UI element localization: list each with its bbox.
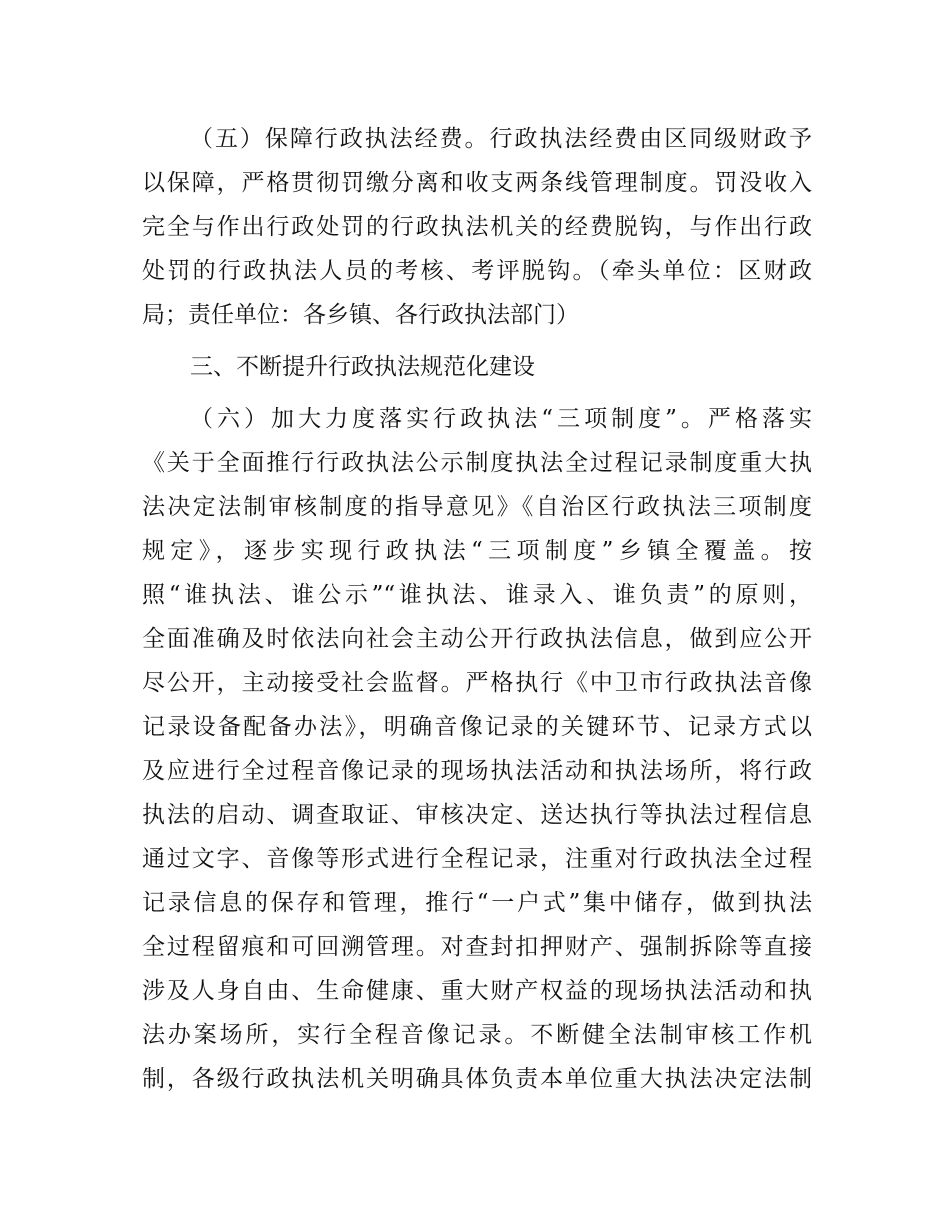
paragraph-6-line-5: 照“谁执法、谁公示”“谁执法、谁录入、谁负责”的原则，	[142, 582, 812, 608]
paragraph-5-line-2: 以保障，严格贯彻罚缴分离和收支两条线管理制度。罚没收入	[142, 170, 812, 196]
paragraph-5-line-3: 完全与作出行政处罚的行政执法机关的经费脱钩，与作出行政	[142, 214, 812, 240]
paragraph-5-line-4: 处罚的行政执法人员的考核、考评脱钩。（牵头单位：区财政	[142, 258, 812, 284]
document-body	[142, 117, 812, 1101]
paragraph-6-line-8: 记录设备配备办法》，明确音像记录的关键环节、记录方式以	[142, 714, 812, 740]
paragraph-6-line-2: 《关于全面推行行政执法公示制度执法全过程记录制度重大执	[142, 450, 812, 476]
paragraph-6-line-11: 通过文字、音像等形式进行全程记录，注重对行政执法全过程	[142, 846, 812, 872]
paragraph-6-line-1: （六）加大力度落实行政执法“三项制度”。严格落实	[190, 406, 812, 432]
paragraph-6-line-16: 制，各级行政执法机关明确具体负责本单位重大执法决定法制	[142, 1066, 812, 1092]
paragraph-6-line-3: 法决定法制审核制度的指导意见》《自治区行政执法三项制度	[142, 494, 812, 520]
paragraph-6-line-14: 涉及人身自由、生命健康、重大财产权益的现场执法活动和执	[142, 978, 812, 1004]
paragraph-6-line-6: 全面准确及时依法向社会主动公开行政执法信息，做到应公开	[142, 626, 812, 652]
paragraph-6-line-4: 规定》，逐步实现行政执法“三项制度”乡镇全覆盖。按	[142, 538, 812, 564]
section-heading-3: 三、不断提升行政执法规范化建设	[190, 354, 535, 380]
paragraph-6-line-9: 及应进行全过程音像记录的现场执法活动和执法场所，将行政	[142, 758, 812, 784]
paragraph-6-line-10: 执法的启动、调查取证、审核决定、送达执行等执法过程信息	[142, 802, 812, 828]
paragraph-6-line-12: 记录信息的保存和管理，推行“一户式”集中储存，做到执法	[142, 890, 812, 916]
paragraph-6-line-7: 尽公开，主动接受社会监督。严格执行《中卫市行政执法音像	[142, 670, 812, 696]
paragraph-6-line-15: 法办案场所，实行全程音像记录。不断健全法制审核工作机	[142, 1022, 812, 1048]
paragraph-5-line-1: （五）保障行政执法经费。行政执法经费由区同级财政予	[190, 126, 812, 152]
paragraph-5-line-5: 局；责任单位：各乡镇、各行政执法部门）	[142, 302, 579, 328]
paragraph-6-line-13: 全过程留痕和可回溯管理。对查封扣押财产、强制拆除等直接	[142, 934, 812, 960]
